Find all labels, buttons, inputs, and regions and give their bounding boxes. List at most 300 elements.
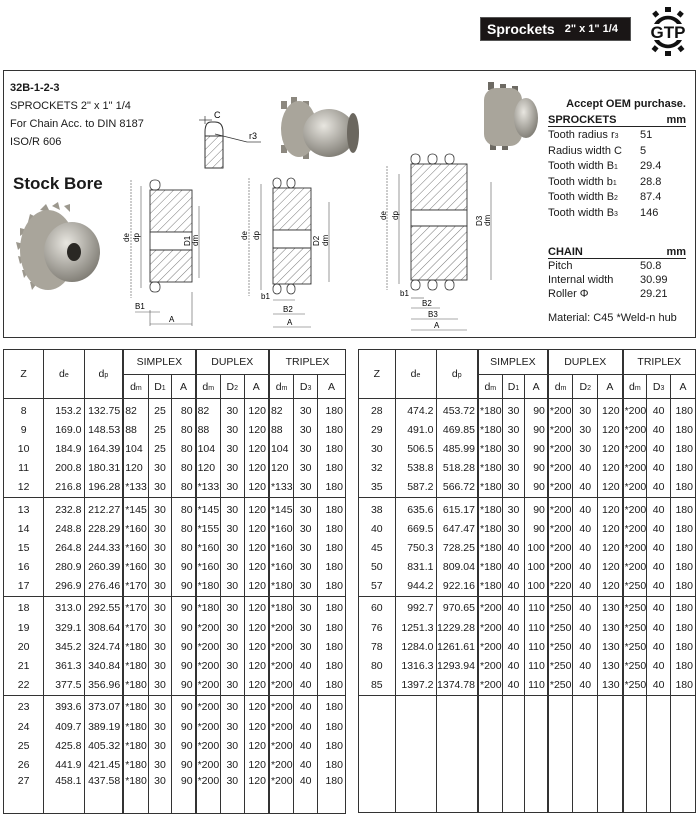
- table-cell: 280.9: [44, 558, 84, 577]
- table-cell: 180.31: [84, 459, 123, 478]
- spec-row: [548, 176, 686, 188]
- table-row: [359, 637, 696, 656]
- table-cell: 120: [598, 439, 623, 458]
- table-cell: 30: [220, 538, 244, 557]
- spec-value: 146: [640, 206, 659, 219]
- table-cell: *180: [478, 538, 502, 557]
- table-row: [4, 695, 346, 717]
- table-cell: 244.33: [84, 538, 123, 557]
- product-description: SPROCKETS 2" x 1" 1/4: [10, 100, 131, 112]
- table-row: [359, 577, 696, 597]
- spec-label: Pitch: [548, 260, 573, 272]
- spec-value: 30.99: [640, 274, 668, 286]
- table-cell: *200: [623, 538, 647, 557]
- table-cell: 120: [244, 519, 269, 538]
- table-cell: 40: [647, 497, 671, 519]
- table-cell: 587.2: [395, 478, 436, 498]
- table-cell: 635.6: [395, 497, 436, 519]
- table-cell: *200: [196, 736, 221, 755]
- table-cell: 90: [525, 519, 548, 538]
- table-cell: 30: [148, 676, 172, 696]
- table-cell: 308.64: [84, 618, 123, 637]
- table-cell: 80: [172, 538, 196, 557]
- table-cell: *180: [196, 577, 221, 597]
- table-cell: *250: [623, 577, 647, 597]
- spec-value: 51: [640, 129, 653, 141]
- table-cell: 228.29: [84, 519, 123, 538]
- table-cell: 120: [244, 676, 269, 696]
- table-cell: 120: [244, 538, 269, 557]
- empty-cell: [623, 695, 647, 812]
- table-cell: *200: [478, 618, 502, 637]
- title-text: Sprockets: [487, 21, 555, 37]
- col-dm-simplex: dm: [123, 375, 148, 399]
- table-cell: 180: [671, 439, 696, 458]
- spec-label: Radius width C: [548, 144, 622, 157]
- table-cell: 120: [244, 637, 269, 656]
- table-cell: 180: [671, 577, 696, 597]
- table-cell: *200: [269, 637, 294, 656]
- table-cell: 40: [502, 538, 525, 557]
- table-cell: 23: [4, 695, 44, 717]
- table-cell: 20: [4, 637, 44, 656]
- table-cell: 30: [148, 618, 172, 637]
- table-cell: 40: [647, 558, 671, 577]
- table-cell: 90: [172, 736, 196, 755]
- table-cell: *170: [123, 596, 148, 618]
- table-cell: 24: [4, 717, 44, 736]
- table-cell: 90: [525, 459, 548, 478]
- table-cell: *160: [196, 558, 221, 577]
- label-d1: D1: [183, 235, 192, 246]
- table-cell: 29: [359, 420, 396, 439]
- label-a: A: [169, 315, 175, 324]
- table-cell: *250: [548, 676, 573, 696]
- empty-cell: [671, 695, 696, 812]
- empty-cell: [359, 695, 396, 812]
- table-cell: *200: [196, 717, 221, 736]
- empty-cell: [598, 695, 623, 812]
- table-row: [4, 618, 346, 637]
- table-row: [4, 596, 346, 618]
- table-cell: *180: [478, 497, 502, 519]
- table-cell: 30: [148, 775, 172, 814]
- table-cell: *200: [478, 676, 502, 696]
- table-cell: 30: [220, 656, 244, 675]
- table-cell: *200: [623, 478, 647, 498]
- table-cell: 30: [502, 420, 525, 439]
- table-cell: *250: [623, 637, 647, 656]
- table-cell: 30: [148, 637, 172, 656]
- table-cell: 88: [196, 420, 221, 439]
- table-cell: 180: [318, 736, 346, 755]
- table-cell: 180: [671, 656, 696, 675]
- table-cell: 30: [148, 538, 172, 557]
- table-cell: 88: [123, 420, 148, 439]
- table-cell: 40: [573, 577, 598, 597]
- table-row: [4, 577, 346, 597]
- label-r3: r3: [249, 131, 258, 141]
- label-dm-duplex: dm: [321, 234, 330, 246]
- table-cell: 180: [671, 497, 696, 519]
- table-cell: 180: [671, 596, 696, 618]
- table-cell: 1293.94: [436, 656, 478, 675]
- table-cell: *200: [196, 775, 221, 814]
- table-cell: 22: [4, 676, 44, 696]
- table-cell: 100: [525, 577, 548, 597]
- table-cell: 30: [573, 399, 598, 421]
- table-cell: 944.2: [395, 577, 436, 597]
- table-cell: 30: [294, 596, 318, 618]
- table-cell: 970.65: [436, 596, 478, 618]
- table-cell: 30: [294, 399, 318, 421]
- table-cell: 389.19: [84, 717, 123, 736]
- table-cell: 80: [172, 399, 196, 421]
- table-row: [359, 676, 696, 696]
- table-cell: 120: [123, 459, 148, 478]
- empty-row: [359, 695, 696, 812]
- table-cell: 40: [294, 775, 318, 814]
- table-cell: 25: [4, 736, 44, 755]
- table-cell: 647.47: [436, 519, 478, 538]
- table-cell: 120: [598, 497, 623, 519]
- table-cell: 345.2: [44, 637, 84, 656]
- table-cell: 78: [359, 637, 396, 656]
- table-cell: 40: [573, 497, 598, 519]
- table-cell: 40: [294, 676, 318, 696]
- label-b1-triplex: b1: [400, 289, 409, 298]
- table-cell: 28: [359, 399, 396, 421]
- table-cell: 30: [220, 637, 244, 656]
- table-cell: 40: [647, 439, 671, 458]
- table-row: [4, 775, 346, 814]
- label-d2: D2: [312, 235, 321, 246]
- table-cell: 506.5: [395, 439, 436, 458]
- duplex-sprocket-photo: [275, 95, 365, 170]
- spec-value: 28.8: [640, 175, 662, 188]
- table-cell: 120: [244, 420, 269, 439]
- table-cell: 180: [318, 538, 346, 557]
- table-cell: 120: [244, 558, 269, 577]
- table-row: [4, 420, 346, 439]
- table-cell: *180: [123, 676, 148, 696]
- table-cell: *200: [623, 459, 647, 478]
- chain-spec-header: [548, 246, 686, 259]
- table-cell: *200: [269, 676, 294, 696]
- table-cell: *200: [269, 775, 294, 814]
- col-dp: dp: [84, 350, 123, 399]
- table-cell: *155: [196, 519, 221, 538]
- table-cell: 30: [220, 420, 244, 439]
- empty-cell: [436, 695, 478, 812]
- label-c: C: [214, 110, 221, 120]
- table-cell: 110: [525, 596, 548, 618]
- spec-label: Roller Φ: [548, 288, 589, 300]
- table-cell: 1251.3: [395, 618, 436, 637]
- table-cell: 180: [318, 577, 346, 597]
- logo-text: GTP: [650, 23, 686, 42]
- table-cell: *180: [123, 637, 148, 656]
- label-a-triplex: A: [434, 321, 440, 330]
- table-cell: 329.1: [44, 618, 84, 637]
- table-cell: 40: [502, 676, 525, 696]
- table-cell: 90: [172, 775, 196, 814]
- spec-row: [548, 274, 686, 286]
- table-cell: 296.9: [44, 577, 84, 597]
- table-cell: 30: [220, 596, 244, 618]
- table-cell: *200: [623, 439, 647, 458]
- table-cell: 104: [269, 439, 294, 458]
- table-cell: 180: [318, 399, 346, 421]
- table-cell: 669.5: [395, 519, 436, 538]
- table-row: [359, 439, 696, 458]
- table-cell: 35: [359, 478, 396, 498]
- spec-label: Tooth width B2: [548, 191, 618, 203]
- spec-row: [548, 160, 686, 172]
- table-cell: 30: [220, 736, 244, 755]
- table-cell: 82: [196, 399, 221, 421]
- table-cell: 100: [525, 558, 548, 577]
- table-cell: 30: [220, 399, 244, 421]
- table-row: [4, 637, 346, 656]
- table-row: [359, 459, 696, 478]
- spec-row: [548, 260, 686, 272]
- table-cell: 13: [4, 497, 44, 519]
- table-cell: 40: [573, 558, 598, 577]
- sprocket-table-right: [358, 349, 696, 813]
- table-cell: 30: [220, 695, 244, 717]
- table-cell: 40: [502, 618, 525, 637]
- col-d1-simplex: D1: [502, 375, 525, 399]
- table-cell: 180: [318, 439, 346, 458]
- table-cell: *180: [123, 755, 148, 774]
- table-cell: 80: [172, 420, 196, 439]
- table-cell: 40: [573, 656, 598, 675]
- col-de: de: [44, 350, 84, 399]
- table-cell: 80: [172, 519, 196, 538]
- table-cell: 45: [359, 538, 396, 557]
- table-cell: 356.96: [84, 676, 123, 696]
- table-cell: *180: [123, 695, 148, 717]
- table-cell: 76: [359, 618, 396, 637]
- table-cell: 82: [269, 399, 294, 421]
- table-cell: 441.9: [44, 755, 84, 774]
- table-cell: 30: [148, 596, 172, 618]
- table-cell: 40: [359, 519, 396, 538]
- empty-cell: [573, 695, 598, 812]
- table-cell: *180: [478, 439, 502, 458]
- table-cell: 90: [172, 656, 196, 675]
- table-cell: 377.5: [44, 676, 84, 696]
- table-cell: 104: [123, 439, 148, 458]
- table-cell: 40: [573, 478, 598, 498]
- label-dp: dp: [132, 233, 141, 242]
- table-cell: 130: [598, 676, 623, 696]
- spec-value: 5: [640, 144, 647, 157]
- table-cell: 80: [359, 656, 396, 675]
- table-row: [4, 538, 346, 557]
- group-triplex: TRIPLEX: [269, 350, 346, 375]
- col-d3-triplex: D3: [647, 375, 671, 399]
- table-cell: *200: [269, 656, 294, 675]
- table-cell: 30: [294, 459, 318, 478]
- col-a-duplex: A: [244, 375, 269, 399]
- table-cell: 180: [671, 538, 696, 557]
- spec-row: [548, 288, 686, 300]
- table-cell: 30: [148, 459, 172, 478]
- table-cell: *200: [269, 695, 294, 717]
- table-cell: 40: [647, 420, 671, 439]
- empty-cell: [478, 695, 502, 812]
- table-cell: 373.07: [84, 695, 123, 717]
- table-cell: 180: [671, 558, 696, 577]
- table-cell: 9: [4, 420, 44, 439]
- table-row: [4, 478, 346, 498]
- table-cell: 30: [220, 577, 244, 597]
- table-cell: 40: [647, 478, 671, 498]
- table-cell: 180: [318, 478, 346, 498]
- table-cell: 57: [359, 577, 396, 597]
- table-cell: 40: [502, 637, 525, 656]
- table-cell: 30: [294, 439, 318, 458]
- table-cell: 180: [318, 656, 346, 675]
- table-cell: 90: [172, 558, 196, 577]
- table-cell: 90: [172, 596, 196, 618]
- table-cell: 164.39: [84, 439, 123, 458]
- table-cell: 30: [573, 439, 598, 458]
- table-cell: 80: [172, 439, 196, 458]
- table-cell: 40: [573, 596, 598, 618]
- table-cell: 30: [220, 497, 244, 519]
- table-cell: *200: [478, 596, 502, 618]
- table-cell: 40: [573, 676, 598, 696]
- spec-row: [548, 145, 686, 157]
- table-cell: 120: [244, 459, 269, 478]
- product-code: 32B-1-2-3: [10, 82, 60, 94]
- col-dp: dp: [436, 350, 478, 399]
- table-cell: 992.7: [395, 596, 436, 618]
- material-note: Material: C45 *Weld-n hub: [548, 312, 677, 324]
- group-simplex: SIMPLEX: [123, 350, 195, 375]
- table-cell: 120: [244, 736, 269, 755]
- table-cell: 120: [598, 558, 623, 577]
- table-cell: 12: [4, 478, 44, 498]
- table-cell: *200: [196, 656, 221, 675]
- col-dm-duplex: dm: [196, 375, 221, 399]
- table-cell: 110: [525, 676, 548, 696]
- table-row: [359, 519, 696, 538]
- table-cell: 50: [359, 558, 396, 577]
- table-cell: 40: [647, 656, 671, 675]
- table-cell: 453.72: [436, 399, 478, 421]
- label-de-triplex: de: [379, 211, 388, 220]
- table-cell: 80: [172, 478, 196, 498]
- table-cell: 30: [502, 439, 525, 458]
- table-row: [359, 420, 696, 439]
- table-cell: *200: [548, 497, 573, 519]
- col-a-triplex: A: [671, 375, 696, 399]
- table-cell: 180: [318, 596, 346, 618]
- table-row: [4, 439, 346, 458]
- col-a-simplex: A: [525, 375, 548, 399]
- table-cell: 30: [502, 478, 525, 498]
- table-cell: 40: [573, 618, 598, 637]
- table-cell: *145: [269, 497, 294, 519]
- table-cell: 30: [220, 676, 244, 696]
- simplex-section-diagram: [115, 172, 200, 332]
- label-b2-triplex: B2: [422, 299, 432, 308]
- table-row: [4, 399, 346, 421]
- gtp-logo: [641, 6, 695, 56]
- table-cell: 30: [220, 478, 244, 498]
- table-cell: 30: [220, 775, 244, 814]
- spec-label: Tooth width B3: [548, 206, 618, 219]
- table-cell: 120: [244, 577, 269, 597]
- duplex-section-diagram: [235, 172, 335, 332]
- table-cell: 180: [671, 420, 696, 439]
- table-cell: *200: [548, 439, 573, 458]
- col-d3-triplex: D3: [294, 375, 318, 399]
- table-cell: 30: [294, 538, 318, 557]
- table-cell: 38: [359, 497, 396, 519]
- table-cell: 30: [502, 497, 525, 519]
- label-dm-triplex: dm: [483, 214, 492, 226]
- table-cell: *200: [548, 558, 573, 577]
- table-cell: 809.04: [436, 558, 478, 577]
- table-cell: 26: [4, 755, 44, 774]
- label-a-duplex: A: [287, 318, 293, 327]
- table-cell: *200: [548, 459, 573, 478]
- table-cell: *160: [123, 558, 148, 577]
- table-cell: *200: [196, 637, 221, 656]
- group-triplex: TRIPLEX: [623, 350, 696, 375]
- table-cell: 88: [269, 420, 294, 439]
- table-cell: 30: [148, 656, 172, 675]
- table-cell: 40: [294, 695, 318, 717]
- table-cell: *250: [548, 656, 573, 675]
- table-row: [359, 596, 696, 618]
- table-cell: *180: [196, 596, 221, 618]
- table-cell: *200: [548, 538, 573, 557]
- table-cell: 1284.0: [395, 637, 436, 656]
- table-row: [4, 717, 346, 736]
- chain-spec-unit: mm: [666, 246, 686, 258]
- col-d2-duplex: D2: [573, 375, 598, 399]
- table-cell: 130: [598, 656, 623, 675]
- table-cell: 21: [4, 656, 44, 675]
- table-cell: *145: [196, 497, 221, 519]
- table-cell: 40: [294, 736, 318, 755]
- table-cell: 40: [647, 676, 671, 696]
- table-cell: *250: [623, 596, 647, 618]
- table-cell: *145: [123, 497, 148, 519]
- table-cell: 120: [244, 596, 269, 618]
- table-cell: 1261.61: [436, 637, 478, 656]
- table-cell: 40: [647, 637, 671, 656]
- table-cell: 80: [172, 497, 196, 519]
- table-cell: *250: [548, 618, 573, 637]
- table-cell: 30: [294, 618, 318, 637]
- table-cell: 409.7: [44, 717, 84, 736]
- table-cell: 200.8: [44, 459, 84, 478]
- table-cell: 19: [4, 618, 44, 637]
- table-cell: 30: [148, 519, 172, 538]
- spec-label: Tooth width b1: [548, 175, 617, 188]
- col-a-triplex: A: [318, 375, 346, 399]
- table-row: [359, 538, 696, 557]
- table-cell: *160: [269, 558, 294, 577]
- table-cell: 110: [525, 656, 548, 675]
